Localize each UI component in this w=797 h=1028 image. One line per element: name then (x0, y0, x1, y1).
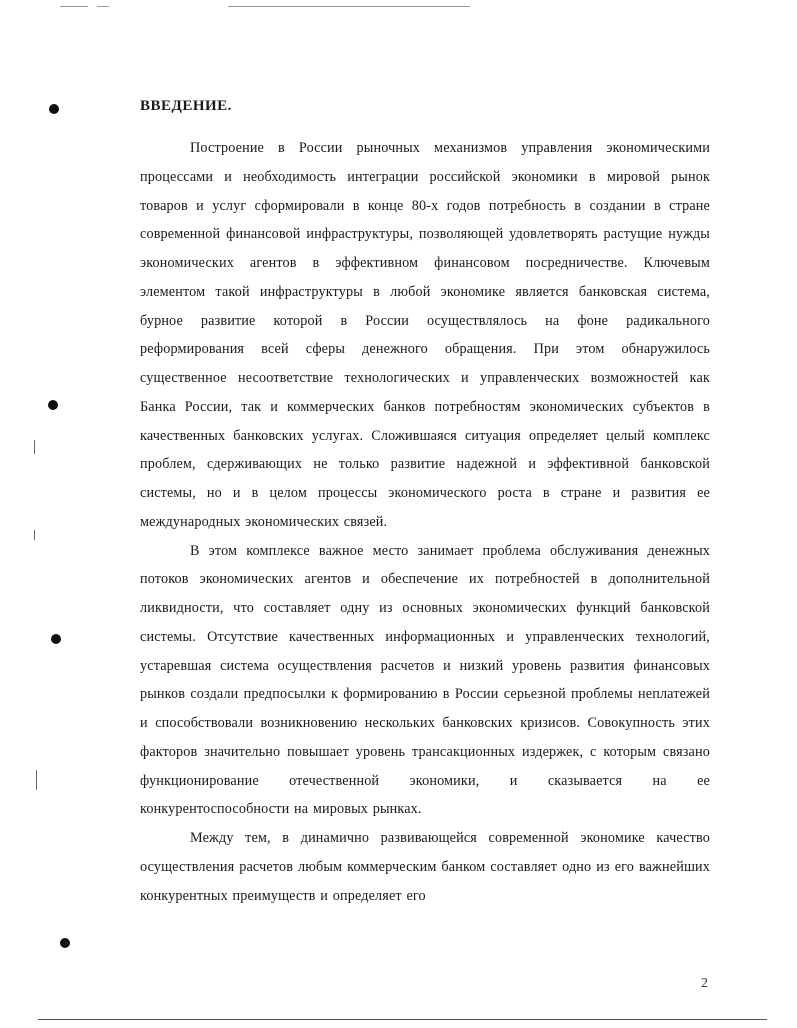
scan-edge-line (60, 6, 88, 7)
margin-mark (34, 440, 35, 454)
body-text (140, 134, 710, 910)
paragraph: В этом комплексе важное место занимает проблема обслуживания денежных потоков экономических агентов и обеспечение их потребностей в дополнительной ликвидности, что составляет одну из основных экономических функций банковской системы. Отсутствие качественных информационных и управленческих технологий, устаревшая система осуществления расчетов и низкий уровень развития финансовых рынков создали предпосылки к формированию в России серьезной проблемы неплатежей и способствовали возникновению нескольких банковских кризисов. Совокупность этих факторов значительно повышает уровень трансакционных издержек, с которым связано функционирование отечественной экономики, и сказывается на ее конкурентоспособности на мировых рынках. (140, 542, 710, 818)
punch-hole (48, 400, 58, 410)
margin-mark (34, 530, 35, 540)
paragraph: Между тем, в динамично развивающейся современной экономике качество осуществления расчетов любым коммерческим банком составляет одно из его важнейших конкурентных преимуществ и определяет его (140, 830, 710, 904)
punch-hole (51, 634, 61, 644)
paragraph: Построение в России рыночных механизмов управления экономическими процессами и необходимость интеграции российской экономики в мировой рынок товаров и услуг сформировали в конце 80-х годов потребность в создании в стране современной финансовой инфраструктуры, позволяющей удовлетворять растущие нужды экономических агентов в эффективном финансовом посредничестве. Ключевым элементом такой инфраструктуры в любой экономике является банковская система, бурное развитие которой в России осуществлялось на фоне радикального реформирования всей сферы денежного обращения. При этом обнаружилось существенное несоответствие технологических и управленческих возможностей как Банка России, так и коммерческих банков потребностям экономических субъектов в качественных банковских услугах. Сложившаяся ситуация определяет целый комплекс проблем, сдерживающих не только развитие надежной и эффективной банковской системы, но и в целом процессы экономического роста в стране и развития ее международных экономических связей. (140, 140, 710, 530)
scan-edge-line (38, 1019, 767, 1020)
page-title: ВВЕДЕНИЕ. (140, 98, 232, 114)
page-number: 2 (701, 976, 708, 991)
scan-edge-line (97, 6, 109, 7)
punch-hole (49, 104, 59, 114)
punch-hole (60, 938, 70, 948)
scan-edge-line (228, 6, 470, 7)
margin-mark (36, 770, 37, 790)
